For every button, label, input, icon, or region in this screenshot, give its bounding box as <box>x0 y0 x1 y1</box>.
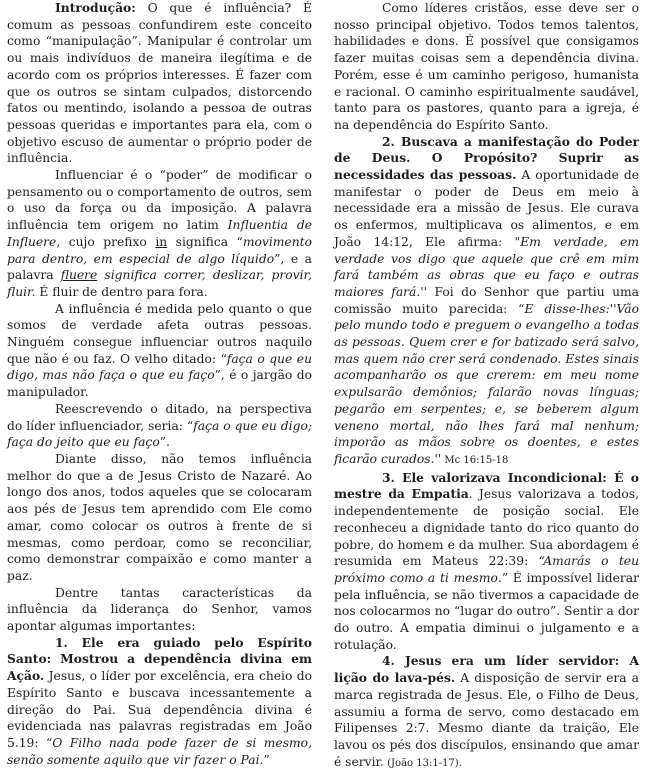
point-3-paragraph <box>334 470 639 654</box>
intro-text: O que é influência? É comum as pessoas confundirem este conceito como “manipulação”. Manipular é controlar um ou mais indivíduos de maneira ilegítima e de acordo com os próprios interesses. É fazer com que os outros se sintam culpados, distorcendo fatos ou mentindo, isolando a pessoa de outras pessoas queridas e importantes para ela, com o objetivo escuso de aumentar o próprio poder de influência. <box>7 1 312 166</box>
text-run: . Jesus valorizava a todos, independentemente de posição social. Ele reconheceu a dignidade tanto do rico quanto do pobre, do homem e da mulher. Sua abordagem é resumida em Mateus 22:39: <box>334 487 639 569</box>
right-column <box>334 0 639 772</box>
characteristics-intro-paragraph: Dentre tantas características da influência da liderança do Senhor, vamos apontar algumas importantes: <box>7 585 312 634</box>
intro-paragraph <box>7 0 312 167</box>
italic-run: movimento para dentro, em especial de algo líquido <box>7 234 312 266</box>
italic-run: Em verdade, em verdade vos digo que aquele que crê em mim fará também as obras que eu faço e outras maiores fará <box>334 234 639 299</box>
point-1-paragraph <box>7 635 312 769</box>
point-2-heading: 2. Buscava a manifestação do Poder de Deus. O Propósito? Suprir as necessidades das pessoas. <box>334 133 639 183</box>
influence-definition-paragraph <box>7 167 312 301</box>
text-run: .'' Foi do Senhor que partiu uma comissão muito parecida: “ <box>334 284 639 316</box>
jesus-influence-paragraph: Diante disso, não temos influência melhor do que a de Jesus Cristo de Nazaré. Ao longo dos anos, todos aqueles que se colocaram aos pés de Jesus tem aprendido com Ele como amar, como colocar os outros à frente de si mesmas, como perdoar, como se reconciliar, como demonstrar compaixão e como manter a paz. <box>7 451 312 583</box>
text-run: significa “ <box>167 234 243 249</box>
text-run: ”, e a palavra <box>7 251 312 283</box>
italic-run: E disse-lhes:''Vão pelo mundo todo e preguem o evangelho a todas as pessoas. Quem crer e for batizado será salvo, mas quem não crer será condenado. Estes sinais acompanharão os que crerem: em meu nome expulsarão demônios; falarão novas línguas; pegarão em serpentes; e, se beberem algum veneno mortal, não lhes fará mal nenhum; imporão as mãos sobre os doentes, e estes ficarão curados <box>334 301 640 466</box>
text-run: Jesus, o líder por excelência, era cheio do Espírito Santo e buscava incessantemente a direção do Pai. Sua dependência divina é evidenciada nas palavras registradas em João 5.19: “ <box>7 669 312 750</box>
point-3-heading: 3. Ele valorizava Incondicional: É o mestre da Empatia <box>334 469 639 502</box>
text-run: A disposição de servir era a marca registrada de Jesus. Ele, o Filho de Deus, assumiu a forma de servo, como destacado em Filipenses 2:7. Mesmo diante da traição, Ele lavou os pés dos discípulos, ensinando que amar é servir. <box>334 671 639 769</box>
underlined-italic-run: fluere <box>60 268 98 283</box>
point-2-paragraph <box>334 134 639 470</box>
text-run: Influenciar é o “poder” de modificar o pensamento ou o comportamento de outros, sem o uso da força ou da imposição. A palavra influência tem origem no latim <box>7 168 312 233</box>
text-run: .” É impossível liderar pela influência, se não tivermos a capacidade de nos colocarmos no “lugar do outro”. Sentir a dor do outro. A empatia diminui o julgamento e a rotulação. <box>334 570 639 652</box>
bible-reference: Mc 16:15-18 <box>441 454 509 466</box>
italic-run: faça o que eu digo, mas não faça o que eu faço <box>7 351 312 383</box>
point-4-heading: 4. Jesus era um líder servidor: A lição do lava-pés. <box>334 653 639 686</box>
text-run: É fluir de dentro para fora. <box>35 284 208 299</box>
text-run: Reescrevendo o ditado, na perspectiva do líder influenciador, seria: “ <box>7 401 312 433</box>
rewritten-saying-paragraph <box>7 401 312 451</box>
italic-run: faça o que eu digo; faça do jeito que eu faço <box>7 418 312 450</box>
point-4-paragraph <box>334 653 639 772</box>
text-run: A influência é medida pelo quanto o que somos de verdade afeta outras pessoas. Ninguém consegue influenciar outros naquilo que não é ou faz. O velho ditado: “ <box>7 301 312 366</box>
influence-measure-paragraph <box>7 301 312 401</box>
point-1-heading: 1. Ele era guiado pelo Espírito Santo: Mostrou a dependência divina em Ação. <box>7 634 312 684</box>
underlined-run: in <box>155 234 168 249</box>
text-run: .'' <box>430 451 442 466</box>
italic-run: significa correr, deslizar, provir, fluir. <box>7 268 312 299</box>
text-run: .” <box>259 752 270 767</box>
text-run: A oportunidade de manifestar o poder de Deus em meio à necessidade era a missão de Jesus. Ele curava os enfermos, multiplicava os alimentos, e em João 14:12, Ele afirma: " <box>334 168 639 249</box>
text-run: ”, é o jargão do manipulador. <box>7 368 312 400</box>
italic-run: Influentia de Influere, <box>7 218 312 249</box>
text-run: cujo prefixo <box>60 234 156 249</box>
intro-heading: Introdução: <box>55 0 136 15</box>
christian-leaders-paragraph: Como líderes cristãos, esse deve ser o nosso principal objetivo. Todos temos talentos, habilidades e dons. É possível que consigamos fazer muitas coisas sem a dependência divina. Porém, esse é um caminho perigoso, humanista e racional. O caminho espiritualmente saudável, tanto para os pastores, quanto para a igreja, é na dependência do Espírito Santo. <box>334 1 639 132</box>
text-run: ”. <box>159 435 170 450</box>
italic-run: “Amarás o teu próximo como a ti mesmo <box>334 554 639 585</box>
italic-run: O Filho nada pode fazer de si mesmo, senão somente aquilo que vir fazer o Pai <box>7 735 312 767</box>
left-column <box>7 0 312 768</box>
bible-reference: (João 13:1-17). <box>383 757 462 769</box>
